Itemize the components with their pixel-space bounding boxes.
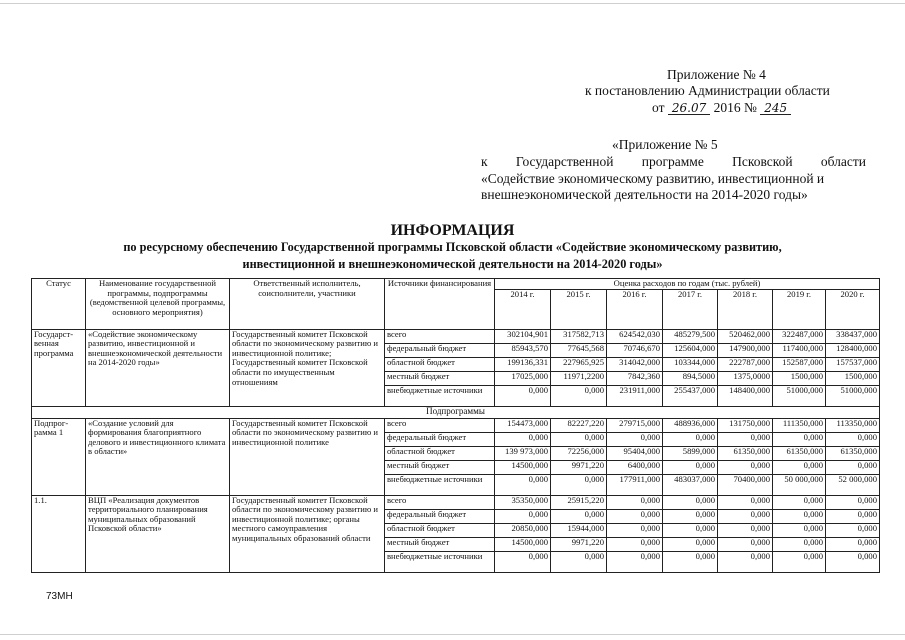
value-cell: 0,000 — [607, 537, 663, 551]
a5-word: Государственной — [515, 154, 614, 169]
value-cell: 77645,568 — [551, 343, 607, 357]
value-cell: 1500,000 — [773, 371, 826, 385]
appendix-4-subtitle: к постановлению Администрации области — [585, 83, 830, 98]
value-cell: 15944,000 — [551, 523, 607, 537]
value-cell: 70400,000 — [718, 474, 773, 495]
value-cell: 0,000 — [718, 432, 773, 446]
value-cell: 85943,570 — [495, 343, 551, 357]
document-heading: ИНФОРМАЦИЯ — [390, 222, 515, 239]
document-title-line1: по ресурсному обеспечению Государственной программы Псковской области «Содействие экономическому развитию, — [123, 240, 782, 254]
appendix-5-line3: «Содействие экономическому развитию, инвестиционной и — [481, 171, 825, 186]
a5-word: области — [820, 154, 866, 169]
value-cell: 0,000 — [663, 537, 718, 551]
source-cell: федеральный бюджет — [385, 432, 495, 446]
value-cell: 0,000 — [663, 509, 718, 523]
value-cell: 0,000 — [495, 509, 551, 523]
value-cell: 314042,000 — [607, 357, 663, 371]
value-cell: 0,000 — [773, 460, 826, 474]
value-cell: 52 000,000 — [826, 474, 880, 495]
value-cell: 0,000 — [607, 551, 663, 572]
value-cell: 624542,030 — [607, 329, 663, 343]
header-estimate: Оценка расходов по годам (тыс. рублей) — [495, 279, 880, 290]
header-year: 2014 г. — [495, 289, 551, 329]
value-cell: 199136,331 — [495, 357, 551, 371]
value-cell: 0,000 — [718, 460, 773, 474]
resource-table — [31, 278, 880, 573]
value-cell: 50 000,000 — [773, 474, 826, 495]
value-cell: 82227,220 — [551, 418, 607, 432]
header-year: 2017 г. — [663, 289, 718, 329]
value-cell: 0,000 — [826, 537, 880, 551]
value-cell: 317582,713 — [551, 329, 607, 343]
value-cell: 51000,000 — [826, 385, 880, 406]
value-cell: 131750,000 — [718, 418, 773, 432]
value-cell: 0,000 — [773, 523, 826, 537]
value-cell: 485279,500 — [663, 329, 718, 343]
table-row — [32, 418, 880, 432]
value-cell: 0,000 — [826, 432, 880, 446]
value-cell: 139 973,000 — [495, 446, 551, 460]
value-cell: 61350,000 — [826, 446, 880, 460]
date-prefix: от — [652, 100, 665, 115]
value-cell: 103344,000 — [663, 357, 718, 371]
value-cell: 0,000 — [773, 551, 826, 572]
source-cell: федеральный бюджет — [385, 343, 495, 357]
value-cell: 70746,670 — [607, 343, 663, 357]
subprograms-label: Подпрограммы — [32, 406, 880, 418]
value-cell: 25915,220 — [551, 495, 607, 509]
value-cell: 894,5000 — [663, 371, 718, 385]
value-cell: 0,000 — [718, 495, 773, 509]
program-name-cell: ВЦП «Реализация документов территориального планирования муниципальных образований Псковской области» — [86, 495, 230, 572]
appendix-4-title: Приложение № 4 — [667, 67, 766, 82]
appendix-5-title: «Приложение № 5 — [612, 137, 718, 152]
value-cell: 0,000 — [718, 551, 773, 572]
value-cell: 222787,000 — [718, 357, 773, 371]
value-cell: 279715,000 — [607, 418, 663, 432]
value-cell: 154473,000 — [495, 418, 551, 432]
source-cell: областной бюджет — [385, 523, 495, 537]
header-status: Статус — [32, 279, 86, 330]
value-cell: 302104,901 — [495, 329, 551, 343]
value-cell: 20850,000 — [495, 523, 551, 537]
value-cell: 255437,000 — [663, 385, 718, 406]
appendix-5-line4: внешнеэкономической деятельности на 2014-2020 годы» — [481, 187, 808, 202]
value-cell: 35350,000 — [495, 495, 551, 509]
appendix-5-line2 — [481, 154, 866, 170]
document-title-line2: инвестиционной и внешнеэкономической деятельности на 2014-2020 годы» — [242, 257, 663, 271]
source-cell: всего — [385, 329, 495, 343]
value-cell: 152587,000 — [773, 357, 826, 371]
value-cell: 0,000 — [495, 474, 551, 495]
value-cell: 0,000 — [663, 432, 718, 446]
value-cell: 157537,000 — [826, 357, 880, 371]
value-cell: 14500,000 — [495, 537, 551, 551]
value-cell: 0,000 — [773, 509, 826, 523]
value-cell: 0,000 — [607, 495, 663, 509]
value-cell: 0,000 — [551, 509, 607, 523]
value-cell: 322487,000 — [773, 329, 826, 343]
header-year: 2015 г. — [551, 289, 607, 329]
value-cell: 0,000 — [663, 523, 718, 537]
value-cell: 520462,000 — [718, 329, 773, 343]
date-year: 2016 № — [713, 100, 757, 115]
table-body — [32, 329, 880, 572]
header-year: 2020 г. — [826, 289, 880, 329]
status-cell: 1.1. — [32, 495, 86, 572]
value-cell: 0,000 — [607, 432, 663, 446]
value-cell: 11971,2200 — [551, 371, 607, 385]
source-cell: всего — [385, 418, 495, 432]
value-cell: 113350,000 — [826, 418, 880, 432]
value-cell: 0,000 — [551, 551, 607, 572]
header-year: 2018 г. — [718, 289, 773, 329]
a5-word: Псковской — [732, 154, 793, 169]
value-cell: 5899,000 — [663, 446, 718, 460]
value-cell: 128400,000 — [826, 343, 880, 357]
status-cell: Подпрог- рамма 1 — [32, 418, 86, 495]
value-cell: 0,000 — [663, 460, 718, 474]
program-name-cell: «Создание условий для формирования благоприятного делового и инвестиционного климата в области» — [86, 418, 230, 495]
table-row — [32, 329, 880, 343]
value-cell: 9971,220 — [551, 537, 607, 551]
value-cell: 0,000 — [607, 509, 663, 523]
value-cell: 0,000 — [826, 523, 880, 537]
status-cell: Государст- венная программа — [32, 329, 86, 406]
header-sources: Источники финансирования — [385, 279, 495, 330]
a5-word: к — [481, 154, 488, 169]
value-cell: 0,000 — [718, 523, 773, 537]
value-cell: 14500,000 — [495, 460, 551, 474]
value-cell: 61350,000 — [718, 446, 773, 460]
value-cell: 0,000 — [826, 509, 880, 523]
source-cell: федеральный бюджет — [385, 509, 495, 523]
program-name-cell: «Содействие экономическому развитию, инвестиционной и внешнеэкономической деятельности на 2014-2020 годы» — [86, 329, 230, 406]
source-cell: всего — [385, 495, 495, 509]
value-cell: 6400,000 — [607, 460, 663, 474]
appendix-4-date-line — [652, 100, 791, 116]
value-cell: 125604,000 — [663, 343, 718, 357]
executor-cell: Государственный комитет Псковской области по экономическому развитию и инвестиционной политике; Государственный комитет Псковской области по имущественным отношениям — [230, 329, 385, 406]
executor-cell: Государственный комитет Псковской области по экономическому развитию и инвестиционной политике — [230, 418, 385, 495]
value-cell: 0,000 — [718, 537, 773, 551]
source-cell: областной бюджет — [385, 446, 495, 460]
value-cell: 0,000 — [495, 551, 551, 572]
value-cell: 7842,360 — [607, 371, 663, 385]
source-cell: внебюджетные источники — [385, 385, 495, 406]
a5-word: программе — [641, 154, 704, 169]
value-cell: 1500,000 — [826, 371, 880, 385]
value-cell: 9971,220 — [551, 460, 607, 474]
value-cell: 483037,000 — [663, 474, 718, 495]
handwritten-date: 26.07 — [668, 102, 710, 115]
header-name: Наименование государственной программы, подпрограммы (ведомственной целевой программы, основного мероприятия) — [86, 279, 230, 330]
value-cell: 72256,000 — [551, 446, 607, 460]
value-cell: 0,000 — [551, 474, 607, 495]
value-cell: 0,000 — [663, 551, 718, 572]
value-cell: 17025,000 — [495, 371, 551, 385]
value-cell: 61350,000 — [773, 446, 826, 460]
value-cell: 0,000 — [495, 432, 551, 446]
value-cell: 117400,000 — [773, 343, 826, 357]
table-row — [32, 495, 880, 509]
value-cell: 0,000 — [495, 385, 551, 406]
value-cell: 1375,0000 — [718, 371, 773, 385]
value-cell: 51000,000 — [773, 385, 826, 406]
value-cell: 177911,000 — [607, 474, 663, 495]
source-cell: местный бюджет — [385, 371, 495, 385]
footer-code: 73МН — [46, 591, 73, 602]
value-cell: 111350,000 — [773, 418, 826, 432]
source-cell: внебюджетные источники — [385, 551, 495, 572]
value-cell: 0,000 — [826, 495, 880, 509]
value-cell: 0,000 — [773, 432, 826, 446]
source-cell: областной бюджет — [385, 357, 495, 371]
source-cell: внебюджетные источники — [385, 474, 495, 495]
header-year: 2016 г. — [607, 289, 663, 329]
value-cell: 231911,000 — [607, 385, 663, 406]
subprograms-row — [32, 406, 880, 418]
header-year: 2019 г. — [773, 289, 826, 329]
value-cell: 0,000 — [551, 385, 607, 406]
value-cell: 0,000 — [551, 432, 607, 446]
value-cell: 0,000 — [718, 509, 773, 523]
value-cell: 147900,000 — [718, 343, 773, 357]
handwritten-number: 245 — [760, 102, 791, 115]
value-cell: 0,000 — [773, 537, 826, 551]
scan-edge-bottom — [0, 634, 905, 635]
value-cell: 227965,925 — [551, 357, 607, 371]
header-executor: Ответственный исполнитель, соисполнители, участники — [230, 279, 385, 330]
value-cell: 0,000 — [826, 551, 880, 572]
value-cell: 148400,000 — [718, 385, 773, 406]
source-cell: местный бюджет — [385, 537, 495, 551]
value-cell: 0,000 — [826, 460, 880, 474]
value-cell: 338437,000 — [826, 329, 880, 343]
value-cell: 488936,000 — [663, 418, 718, 432]
value-cell: 0,000 — [607, 523, 663, 537]
scan-edge-top — [0, 3, 905, 4]
value-cell: 95404,000 — [607, 446, 663, 460]
value-cell: 0,000 — [773, 495, 826, 509]
source-cell: местный бюджет — [385, 460, 495, 474]
value-cell: 0,000 — [663, 495, 718, 509]
executor-cell: Государственный комитет Псковской области по экономическому развитию и инвестиционной политике; органы местного самоуправления муниципальных образований области — [230, 495, 385, 572]
